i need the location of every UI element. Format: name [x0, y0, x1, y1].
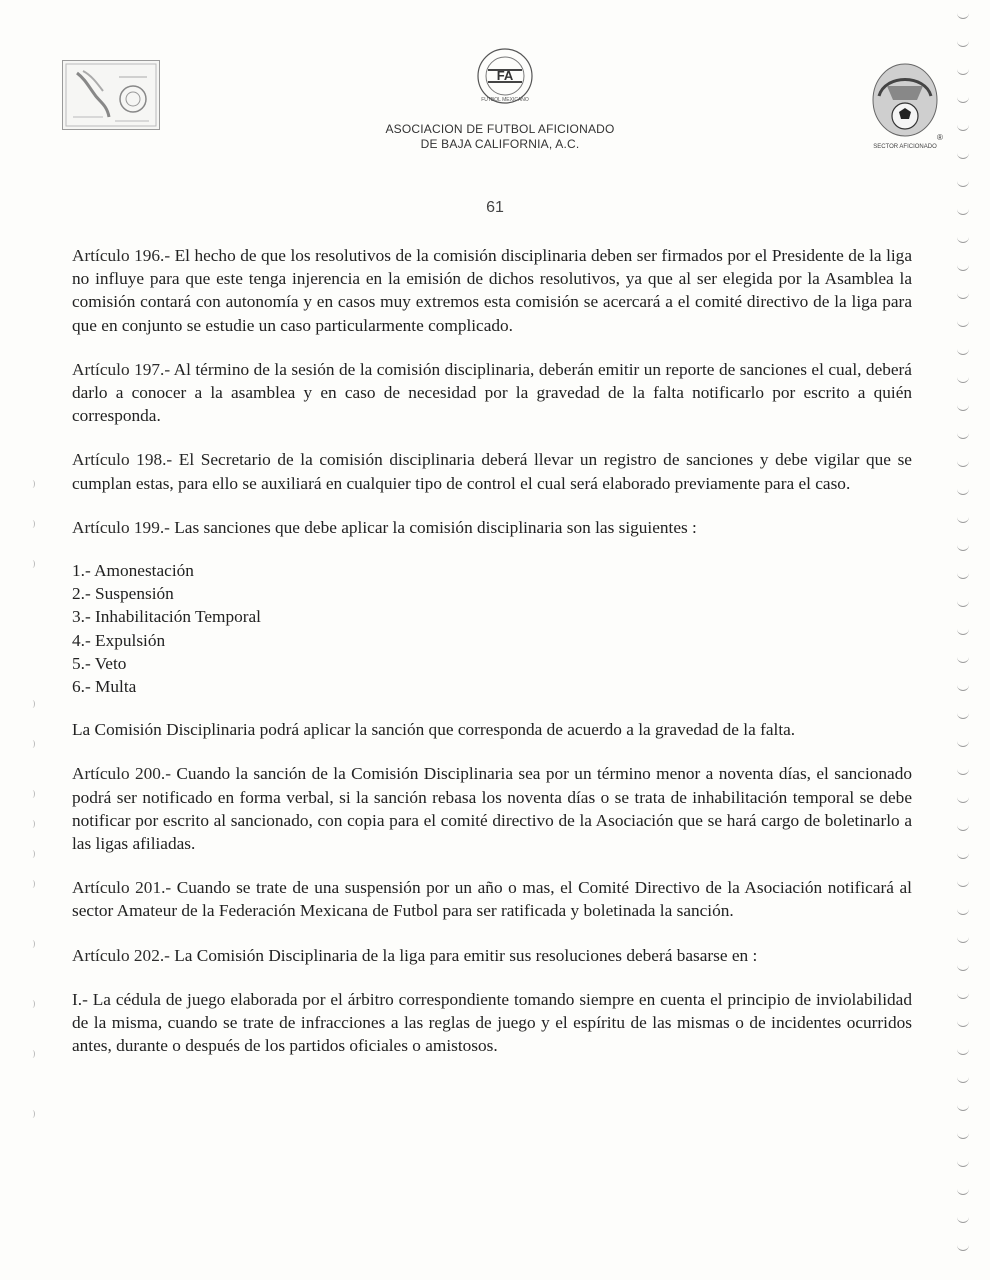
binding-mark — [957, 936, 969, 943]
edge-mark — [30, 1050, 35, 1058]
article-label: Artículo 199.- — [72, 517, 170, 537]
binding-mark — [957, 740, 969, 747]
article-label: Artículo 197.- — [72, 359, 171, 379]
fa-emblem-icon — [470, 46, 540, 108]
edge-mark — [30, 740, 35, 748]
binding-mark — [957, 1132, 969, 1139]
article-text: Cuando se trate de una suspensión por un año o mas, el Comité Directivo de la Asociación notificará al sector Amateur de la Federación Mexicana de Futbol para ser ratificada y boletinada la sanción. — [72, 878, 912, 921]
binding-mark — [957, 684, 969, 691]
binding-mark — [957, 1020, 969, 1027]
binding-mark — [957, 404, 969, 411]
sanctions-list — [72, 559, 912, 698]
article-label: Artículo 201.- — [72, 878, 172, 898]
edge-mark — [30, 850, 35, 858]
binding-mark — [957, 852, 969, 859]
list-item: 6.- Multa — [72, 677, 137, 697]
binding-mark — [957, 348, 969, 355]
binding-mark — [957, 880, 969, 887]
binding-mark — [957, 1188, 969, 1195]
list-item: 4.- Expulsión — [72, 630, 166, 650]
binding-mark — [957, 824, 969, 831]
edge-mark — [30, 480, 35, 488]
binding-mark — [957, 600, 969, 607]
article-text: Cuando la sanción de la Comisión Disciplinaria sea por un término menor a noventa días, el sancionado podrá ser notificado en forma verbal, si la sanción rebasa los noventa días o se trata de inhabilitación temporal se debe notificar por escrito al sancionado, con copia para el comité directivo de la Asociación que se hará cargo de boletinarlo a las ligas afiliadas. — [72, 764, 912, 854]
binding-mark — [957, 656, 969, 663]
page-number: 61 — [486, 199, 504, 216]
list-item: 5.- Veto — [72, 653, 127, 673]
eagle-seal-icon — [865, 56, 945, 146]
list-item: 3.- Inhabilitación Temporal — [72, 607, 261, 627]
binding-holes-marks — [954, 0, 974, 1280]
binding-mark — [957, 236, 969, 243]
binding-mark — [957, 264, 969, 271]
article-label: Artículo 198.- — [72, 450, 173, 470]
binding-mark — [957, 1216, 969, 1223]
binding-mark — [957, 628, 969, 635]
article-200 — [72, 762, 912, 855]
edge-mark — [30, 940, 35, 948]
mexico-seal-logo — [865, 56, 945, 156]
binding-mark — [957, 376, 969, 383]
article-197 — [72, 358, 912, 428]
binding-mark — [957, 432, 969, 439]
binding-mark — [957, 572, 969, 579]
binding-mark — [957, 124, 969, 131]
edge-mark — [30, 700, 35, 708]
binding-mark — [957, 712, 969, 719]
edge-mark — [30, 560, 35, 568]
sanctions-note: La Comisión Disciplinaria podrá aplicar la sanción que corresponda de acuerdo a la gravedad de la falta. — [72, 720, 796, 740]
article-text: Las sanciones que debe aplicar la comisión disciplinaria son las siguientes : — [169, 517, 697, 537]
binding-mark — [957, 1048, 969, 1055]
left-stamp-logo — [62, 60, 160, 130]
binding-mark — [957, 40, 969, 47]
article-202 — [72, 944, 912, 967]
binding-mark — [957, 488, 969, 495]
organization-name — [340, 122, 660, 152]
fa-logo-initials: FA — [496, 68, 514, 83]
binding-mark — [957, 12, 969, 19]
binding-mark — [957, 1160, 969, 1167]
article-label: Artículo 200.- — [72, 764, 171, 784]
binding-mark — [957, 1244, 969, 1251]
binding-mark — [957, 152, 969, 159]
seal-caption: SECTOR AFICIONADO — [873, 144, 937, 150]
binding-mark — [957, 68, 969, 75]
org-line-2: DE BAJA CALIFORNIA, A.C. — [420, 137, 580, 151]
binding-mark — [957, 460, 969, 467]
article-label: Artículo 202.- — [72, 945, 170, 965]
binding-mark — [957, 96, 969, 103]
binding-mark — [957, 1076, 969, 1083]
article-199 — [72, 516, 912, 539]
edge-mark — [30, 1110, 35, 1118]
binding-mark — [957, 768, 969, 775]
binding-mark — [957, 544, 969, 551]
article-text: El hecho de que los resolutivos de la comisión disciplinaria deben ser firmados por el Presidente de la liga no influye para que este tenga injerencia en la emisión de dichos resolutivos, ya que al ser elegida por la Asamblea la comisión contará con autonomía y en casos muy extremos esta comisión se acercará a el comité directivo de la liga para que en conjunto se estudie un caso particularmente complicado. — [72, 246, 912, 335]
registered-mark: ® — [937, 133, 943, 142]
article-text: Al término de la sesión de la comisión disciplinaria, deberán emitir un reporte de sanciones el cual, deberá darlo a conocer a la asamblea y en caso de necesidad por la gravedad de la falta notificarlo por escrito a quién corresponda. — [72, 359, 912, 426]
binding-mark — [957, 292, 969, 299]
org-line-1: ASOCIACION DE FUTBOL AFICIONADO — [385, 122, 615, 136]
article-196 — [72, 244, 912, 337]
edge-mark — [30, 520, 35, 528]
map-stamp-icon — [63, 61, 159, 129]
binding-mark — [957, 180, 969, 187]
article-text: La Comisión Disciplinaria de la liga para emitir sus resoluciones deberá basarse en : — [169, 945, 758, 965]
article-text: El Secretario de la comisión disciplinaria deberá llevar un registro de sanciones y debe vigilar que se cumplan estas, para ello se auxiliará en cualquier tipo de control el cual será elaborado previamente para el caso. — [72, 450, 912, 493]
edge-mark — [30, 1000, 35, 1008]
binding-mark — [957, 516, 969, 523]
article-198 — [72, 448, 912, 494]
binding-mark — [957, 964, 969, 971]
left-edge-marks — [24, 0, 44, 1280]
edge-mark — [30, 790, 35, 798]
binding-mark — [957, 1104, 969, 1111]
edge-mark — [30, 820, 35, 828]
edge-mark — [30, 880, 35, 888]
binding-mark — [957, 208, 969, 215]
list-item: 2.- Suspensión — [72, 584, 174, 604]
document-body — [72, 244, 912, 1078]
article-label: Artículo 196.- — [72, 246, 171, 265]
fa-logo — [470, 46, 540, 108]
article-201 — [72, 876, 912, 922]
binding-mark — [957, 992, 969, 999]
list-item: 1.- Amonestación — [72, 561, 194, 581]
binding-mark — [957, 908, 969, 915]
binding-mark — [957, 796, 969, 803]
binding-mark — [957, 320, 969, 327]
clause-i: I.- La cédula de juego elaborada por el árbitro correspondiente tomando siempre en cuenta el principio de inviolabilidad de la misma, cuando se trate de infracciones a las reglas de juego y el espíritu de las mismas o de incidentes ocurridos antes, durante o después de los partidos oficiales o amistosos. — [72, 989, 912, 1056]
fa-logo-text: FUTBOL MEXICANO — [481, 97, 529, 103]
